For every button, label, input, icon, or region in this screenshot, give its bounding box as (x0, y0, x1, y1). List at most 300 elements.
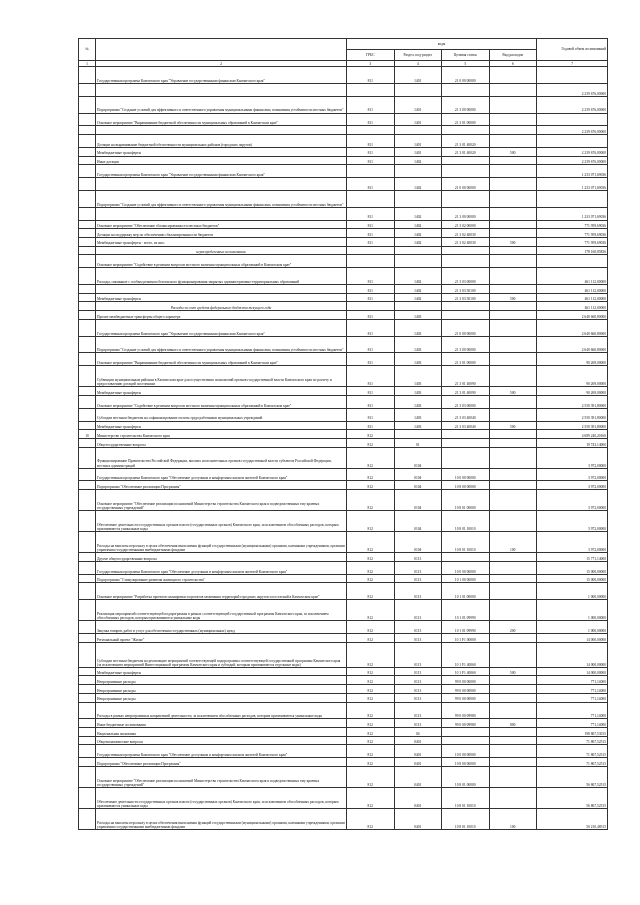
row-exp-type: 500 (489, 387, 537, 396)
row-number (79, 83, 96, 96)
row-number (79, 468, 96, 481)
row-article: 21 3 01 40020 (442, 147, 490, 156)
table-row (79, 395, 608, 408)
row-section: 1402 (394, 156, 442, 165)
row-name: Подпрограмма "Обеспечение реализации Программы" (96, 481, 347, 490)
row-number (79, 255, 96, 268)
row-name: Основное мероприятие "Обеспечение реализации полномочий Министерства строительства Камчатского края и подведомственных ему краевых государственных учреждений" (96, 490, 347, 511)
row-section (394, 302, 442, 311)
row-exp-type (489, 246, 537, 255)
row-name: Государственная программа Камчатского края "Управление государственными финансами Камчатского края" (96, 319, 347, 336)
row-amount: 2 640 660,80000 (537, 311, 608, 320)
header-codes: коды (347, 39, 537, 50)
table-row (79, 421, 608, 430)
row-grbs (347, 165, 395, 178)
row-grbs (347, 302, 395, 311)
row-article (442, 311, 490, 320)
row-section (394, 83, 442, 96)
row-section: 0401 (394, 745, 442, 758)
row-section: 0113 (394, 633, 442, 642)
row-section (394, 190, 442, 207)
table-row (79, 430, 608, 439)
row-amount: 2 239 676,00000 (537, 83, 608, 96)
row-exp-type (489, 438, 537, 447)
row-article: 10 0 00 00000 (442, 561, 490, 574)
row-number (79, 600, 96, 621)
row-article (442, 736, 490, 745)
row-exp-type (489, 481, 537, 490)
row-article: 21 3 03 50100 (442, 284, 490, 293)
row-grbs: 811 (347, 395, 395, 408)
row-name: Иные бюджетные ассигнования (96, 719, 347, 728)
row-amount: 4 689 240,20160 (537, 430, 608, 439)
table-row (79, 468, 608, 481)
table-row (79, 745, 608, 758)
row-article: 99 0 00 00000 (442, 685, 490, 694)
row-number (79, 583, 96, 600)
row-exp-type (489, 353, 537, 366)
row-number (79, 728, 96, 737)
row-article: 10 1 01 09990 (442, 621, 490, 634)
table-row (79, 642, 608, 667)
row-grbs: 812 (347, 766, 395, 787)
row-grbs: 812 (347, 719, 395, 728)
row-grbs: 811 (347, 284, 395, 293)
row-number (79, 302, 96, 311)
table-row (79, 190, 608, 207)
row-section: 1402 (394, 268, 442, 285)
row-amount: 56 867,52515 (537, 766, 608, 787)
row-amount: 1 233 071,69036 (537, 165, 608, 178)
row-name: Расходы в рамках непрограммных направлений деятельности, за исключением обособленных расходов, которым присваиваются уникальные коды (96, 702, 347, 719)
row-grbs: 811 (347, 220, 395, 229)
table-row (79, 237, 608, 246)
row-article: 21 3 00 00000 (442, 207, 490, 220)
column-number: 2 (96, 61, 347, 67)
row-section: 1403 (394, 353, 442, 366)
table-row (79, 574, 608, 583)
row-article: 10 8 01 10010 (442, 532, 490, 553)
row-exp-type: 100 (489, 532, 537, 553)
header-exp-type: Вид расходов (489, 50, 537, 61)
row-exp-type: 500 (489, 237, 537, 246)
row-exp-type (489, 702, 537, 719)
row-section: 01 (394, 438, 442, 447)
row-section: 0113 (394, 702, 442, 719)
row-amount: 3 972,00000 (537, 490, 608, 511)
row-grbs: 811 (347, 293, 395, 302)
row-section: 1401 (394, 135, 442, 148)
table-row (79, 126, 608, 135)
row-number (79, 336, 96, 353)
table-row (79, 719, 608, 728)
row-name (96, 126, 347, 135)
table-row (79, 481, 608, 490)
row-grbs: 811 (347, 319, 395, 336)
row-name: Субвенции муниципальным районам в Камчатском крае для осуществления полномочий органов государственной власти Камчатского края по расчету и предоставлению дотаций поселениям (96, 366, 347, 387)
row-number (79, 190, 96, 207)
row-exp-type (489, 156, 537, 165)
row-amount: 15 771,14000 (537, 553, 608, 562)
row-article: 10 8 01 10010 (442, 808, 490, 829)
row-exp-type (489, 178, 537, 191)
row-number (79, 178, 96, 191)
row-amount: 50 210,48515 (537, 808, 608, 829)
row-section: 1403 (394, 319, 442, 336)
row-grbs (347, 255, 395, 268)
row-article: 10 1 01 00000 (442, 583, 490, 600)
row-name: Дотации на выравнивание бюджетной обеспеченности муниципальных районов (городских округов) (96, 135, 347, 148)
row-amount: 771,14000 (537, 676, 608, 685)
row-grbs: 812 (347, 693, 395, 702)
row-amount: 771 959,69036 (537, 237, 608, 246)
row-article: 10 8 00 00000 (442, 758, 490, 767)
row-exp-type (489, 758, 537, 767)
row-grbs: 811 (347, 96, 395, 113)
row-number (79, 447, 96, 468)
row-number (79, 147, 96, 156)
row-section: 1403 (394, 408, 442, 421)
row-name: Непрограммные расходы (96, 685, 347, 694)
row-grbs: 812 (347, 808, 395, 829)
row-name: Межбюджетные трансферты (96, 387, 347, 396)
row-name: Межбюджетные трансферты (96, 293, 347, 302)
row-name: Государственная программа Камчатского края "Обеспечение доступным и комфортным жильем жителей Камчатского края" (96, 468, 347, 481)
row-amount: 771,14000 (537, 719, 608, 728)
header-annual: Годовой объем ассигнований (537, 39, 608, 61)
row-amount: 2 550 391,80000 (537, 395, 608, 408)
table-row (79, 319, 608, 336)
row-article: 21 3 03 50100 (442, 293, 490, 302)
row-amount: 19 743,14000 (537, 438, 608, 447)
row-name: Расходы, связанные с особым режимом безопасного функционирования закрытых административно-территориальных образований (96, 268, 347, 285)
row-number: 10 (79, 430, 96, 439)
row-name: Расходы на выплаты персоналу в целях обеспечения выполнения функций государственными (муниципальными) органами, казенными учреждениями, органами управления государственными внебюджетными фондами (96, 532, 347, 553)
row-section: 1401 (394, 67, 442, 84)
row-amount: 3 972,00000 (537, 447, 608, 468)
row-number (79, 421, 96, 430)
row-article: 21 3 03 40040 (442, 408, 490, 421)
row-number (79, 366, 96, 387)
row-article: 21 3 02 00000 (442, 220, 490, 229)
row-amount: 3 972,00000 (537, 532, 608, 553)
row-exp-type: 500 (489, 293, 537, 302)
row-number (79, 574, 96, 583)
row-exp-type: 500 (489, 147, 537, 156)
row-amount: 771,14000 (537, 693, 608, 702)
row-name: Государственная программа Камчатского края "Управление государственными финансами Камчатского края" (96, 165, 347, 178)
row-exp-type (489, 633, 537, 642)
row-section: 1401 (394, 147, 442, 156)
row-name: Расходы за счет средств федерального бюджета текущего года (96, 302, 347, 311)
row-section: 04 (394, 728, 442, 737)
row-section: 0113 (394, 561, 442, 574)
table-row (79, 676, 608, 685)
row-amount: 461 112,00000 (537, 268, 608, 285)
table-row (79, 229, 608, 238)
row-amount: 71 867,52515 (537, 745, 608, 758)
row-exp-type (489, 728, 537, 737)
table-row (79, 736, 608, 745)
row-amount: 90 269,00000 (537, 387, 608, 396)
row-name: Межбюджетные трансферты - всего, из них: (96, 237, 347, 246)
row-amount: 14 000,00000 (537, 667, 608, 676)
row-amount: 1 000,00000 (537, 600, 608, 621)
row-grbs: 812 (347, 685, 395, 694)
row-name: Расходы на выплаты персоналу в целях обеспечения выполнения функций государственными (муниципальными) органами, казенными учреждениями, органами управления государственными внебюджетными фондами (96, 808, 347, 829)
row-grbs: 812 (347, 667, 395, 676)
row-article: 99 0 00 00000 (442, 693, 490, 702)
row-name: Основное мероприятие "Выравнивание бюджетной обеспеченности муниципальных образований в Камчатском крае" (96, 113, 347, 126)
row-name: Основное мероприятие "Выравнивание бюджетной обеспеченности муниципальных образований в Камчатском крае" (96, 353, 347, 366)
row-grbs: 812 (347, 787, 395, 808)
row-amount: 3 972,00000 (537, 481, 608, 490)
table-row (79, 284, 608, 293)
row-section: 0113 (394, 642, 442, 667)
row-grbs (347, 126, 395, 135)
row-exp-type: 800 (489, 719, 537, 728)
table-row (79, 511, 608, 532)
table-row (79, 178, 608, 191)
row-section: 1403 (394, 336, 442, 353)
table-row (79, 207, 608, 220)
header-article: Целевая статья (442, 50, 490, 61)
row-section: 1402 (394, 237, 442, 246)
table-row (79, 156, 608, 165)
row-section: 0401 (394, 808, 442, 829)
row-amount: 771 959,69036 (537, 220, 608, 229)
row-number (79, 311, 96, 320)
row-name: Основное мероприятие "Содействие в решении вопросов местного значения муниципальных образований в Камчатском крае" (96, 255, 347, 268)
row-article (442, 302, 490, 311)
row-grbs: 811 (347, 421, 395, 430)
row-exp-type: 200 (489, 621, 537, 634)
row-grbs: 811 (347, 366, 395, 387)
row-section: 0401 (394, 787, 442, 808)
table-row (79, 113, 608, 126)
row-exp-type (489, 220, 537, 229)
row-amount: 90 269,00000 (537, 366, 608, 387)
column-number: 5 (442, 61, 490, 67)
row-exp-type (489, 207, 537, 220)
row-article: 21 3 00 00000 (442, 336, 490, 353)
row-section: 0104 (394, 490, 442, 511)
table-row (79, 387, 608, 396)
row-number (79, 693, 96, 702)
row-article: 10 8 00 00000 (442, 481, 490, 490)
row-section: 0113 (394, 719, 442, 728)
row-section: 0113 (394, 667, 442, 676)
row-section (394, 126, 442, 135)
row-name: Основное мероприятие "Содействие в решении вопросов местного значения муниципальных образований в Камчатском крае" (96, 395, 347, 408)
row-exp-type (489, 583, 537, 600)
row-amount: 771,14000 (537, 685, 608, 694)
row-article: 10 8 01 10010 (442, 511, 490, 532)
row-name: Межбюджетные трансферты (96, 147, 347, 156)
table-row (79, 293, 608, 302)
table-row (79, 808, 608, 829)
row-article: 21 3 03 40040 (442, 421, 490, 430)
row-grbs: 811 (347, 311, 395, 320)
column-number: 6 (489, 61, 537, 67)
row-grbs: 812 (347, 676, 395, 685)
row-section: 0104 (394, 532, 442, 553)
row-grbs: 812 (347, 745, 395, 758)
row-number (79, 387, 96, 396)
row-amount (537, 135, 608, 148)
row-exp-type (489, 553, 537, 562)
table-row (79, 685, 608, 694)
row-section: 1403 (394, 366, 442, 387)
row-article: 99 0 00 09980 (442, 702, 490, 719)
row-article: 21 0 00 00000 (442, 67, 490, 84)
row-exp-type (489, 745, 537, 758)
row-article (442, 728, 490, 737)
row-number (79, 438, 96, 447)
row-section: 1403 (394, 395, 442, 408)
row-article (442, 83, 490, 96)
row-exp-type (489, 229, 537, 238)
row-article: 21 3 01 00000 (442, 353, 490, 366)
row-article (442, 447, 490, 468)
table-row (79, 787, 608, 808)
row-name: Подпрограмма "Обеспечение реализации Программы" (96, 758, 347, 767)
row-article: 10 1 F1 40060 (442, 667, 490, 676)
row-amount (537, 190, 608, 207)
row-grbs: 812 (347, 561, 395, 574)
row-grbs: 812 (347, 574, 395, 583)
row-name: Основное мероприятие "Обеспечение сбалансированности местных бюджетов" (96, 220, 347, 229)
row-grbs: 812 (347, 430, 395, 439)
row-article: 10 0 00 00000 (442, 468, 490, 481)
row-amount: 461 112,00000 (537, 293, 608, 302)
row-number (79, 808, 96, 829)
row-amount: 178 160,85836 (537, 246, 608, 255)
row-grbs: 812 (347, 481, 395, 490)
row-grbs: 811 (347, 135, 395, 148)
table-row (79, 667, 608, 676)
row-name: Общегосударственные вопросы (96, 438, 347, 447)
row-article (442, 165, 490, 178)
row-exp-type (489, 255, 537, 268)
row-number (79, 511, 96, 532)
row-grbs: 811 (347, 387, 395, 396)
row-grbs: 812 (347, 553, 395, 562)
row-amount: 90 269,00000 (537, 353, 608, 366)
row-exp-type (489, 468, 537, 481)
row-section: 0401 (394, 736, 442, 745)
table-row (79, 702, 608, 719)
row-grbs: 812 (347, 490, 395, 511)
table-row (79, 353, 608, 366)
row-section: 0104 (394, 481, 442, 490)
row-exp-type (489, 67, 537, 84)
row-name: Министерство строительства Камчатского края (96, 430, 347, 439)
row-amount (537, 255, 608, 268)
row-grbs: 812 (347, 438, 395, 447)
budget-table (78, 38, 608, 830)
table-row (79, 311, 608, 320)
row-grbs: 811 (347, 147, 395, 156)
row-grbs: 812 (347, 447, 395, 468)
row-article: 21 3 03 00000 (442, 395, 490, 408)
row-name: Региональный проект "Жилье" (96, 633, 347, 642)
row-number (79, 284, 96, 293)
row-number (79, 67, 96, 84)
table-row (79, 766, 608, 787)
row-number (79, 758, 96, 767)
row-grbs: 812 (347, 583, 395, 600)
row-number (79, 702, 96, 719)
row-grbs: 812 (347, 736, 395, 745)
row-grbs: 811 (347, 336, 395, 353)
table-row (79, 561, 608, 574)
row-grbs: 812 (347, 621, 395, 634)
table-row (79, 728, 608, 737)
row-amount: 1 000,00000 (537, 583, 608, 600)
header-section: Раздел, под-раздел (394, 50, 442, 61)
row-name: Прочие межбюджетные трансферты общего характера (96, 311, 347, 320)
row-exp-type (489, 561, 537, 574)
row-number (79, 207, 96, 220)
row-name: Основное мероприятие "Обеспечение реализации полномочий Министерства строительства Камчатского края и подведомственных ему краевых государственных учреждений" (96, 766, 347, 787)
row-grbs: 812 (347, 758, 395, 767)
row-number (79, 766, 96, 787)
row-grbs (347, 190, 395, 207)
row-exp-type (489, 685, 537, 694)
row-number (79, 246, 96, 255)
row-exp-type (489, 311, 537, 320)
row-section: 1402 (394, 178, 442, 191)
row-name: Межбюджетные трансферты (96, 667, 347, 676)
row-article (442, 430, 490, 439)
row-name: Подпрограмма "Стимулирование развития жилищного строительства" (96, 574, 347, 583)
row-exp-type (489, 430, 537, 439)
row-section: 0104 (394, 468, 442, 481)
table-row (79, 758, 608, 767)
row-section: 1402 (394, 284, 442, 293)
row-article (442, 438, 490, 447)
row-amount: 56 867,52515 (537, 787, 608, 808)
table-row (79, 268, 608, 285)
row-article: 21 3 01 40020 (442, 135, 490, 148)
row-grbs: 811 (347, 67, 395, 84)
row-number (79, 676, 96, 685)
row-name: Непрограммные расходы (96, 676, 347, 685)
row-name: Иные дотации (96, 156, 347, 165)
row-number (79, 293, 96, 302)
row-article: 10 8 01 00000 (442, 766, 490, 787)
row-section: 1402 (394, 229, 442, 238)
row-number (79, 787, 96, 808)
row-grbs: 812 (347, 468, 395, 481)
row-name: Непрограммные расходы (96, 693, 347, 702)
row-name (96, 207, 347, 220)
row-article: 10 1 F1 00000 (442, 633, 490, 642)
row-article: 10 1 F1 40060 (442, 642, 490, 667)
row-exp-type (489, 447, 537, 468)
row-article: 21 3 01 40090 (442, 366, 490, 387)
row-exp-type (489, 268, 537, 285)
row-section: 1401 (394, 96, 442, 113)
row-grbs: 812 (347, 642, 395, 667)
row-exp-type (489, 83, 537, 96)
row-exp-type (489, 511, 537, 532)
row-exp-type (489, 302, 537, 311)
header-name (96, 39, 347, 61)
row-section (394, 165, 442, 178)
row-number (79, 156, 96, 165)
